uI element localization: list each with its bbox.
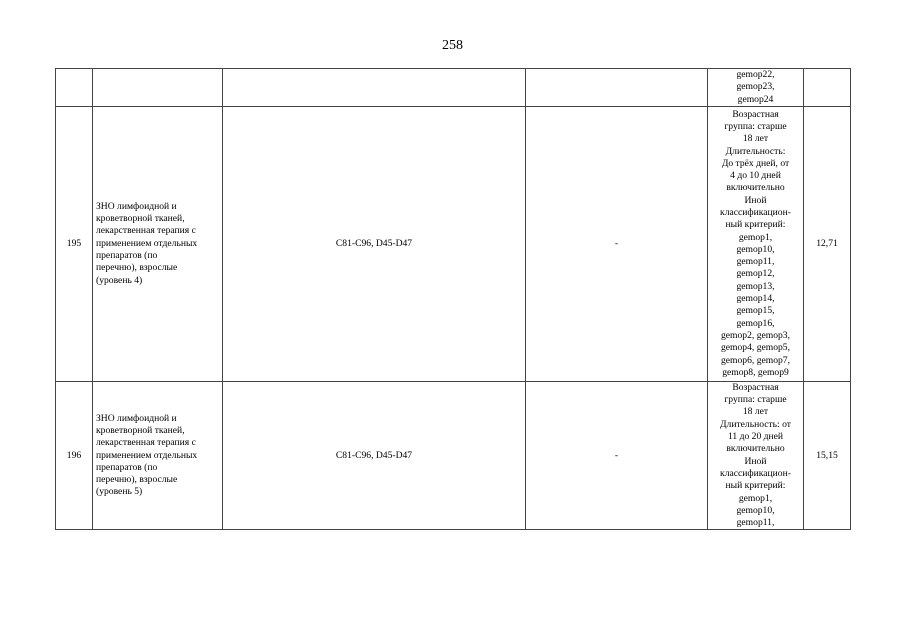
name-line: перечню), взрослые (96, 474, 178, 486)
cell-codes (223, 69, 526, 107)
criteria-line: gemop16, (736, 317, 775, 329)
table-row (56, 106, 851, 381)
criteria-line: gemop24 (737, 93, 774, 105)
cell-name (93, 381, 223, 530)
criteria-line: gemop8, gemop9 (722, 366, 789, 378)
cell-criteria (708, 69, 804, 107)
cell-coefficient: 12,71 (804, 106, 851, 381)
criteria-line: включительно (726, 443, 785, 455)
criteria-line: gemop10, (736, 243, 775, 255)
cell-coefficient: 15,15 (804, 381, 851, 530)
criteria-line: классификацион- (720, 467, 791, 479)
criteria-line: gemop10, (736, 504, 775, 516)
name-line: ЗНО лимфоидной и (96, 200, 177, 212)
criteria-line: классификацион- (720, 207, 791, 218)
criteria-line: gemop1, (738, 492, 773, 504)
cell-codes: C81-C96, D45-D47 (223, 106, 526, 381)
cell-number: 196 (56, 381, 93, 530)
criteria-line: gemop1, (738, 231, 773, 243)
cell-dash: - (526, 381, 708, 530)
criteria-line: Возрастная (732, 108, 779, 120)
criteria-line: 18 лет (742, 133, 769, 145)
criteria-line: gemop14, (736, 293, 775, 305)
criteria-line: группа: старше (724, 394, 787, 406)
name-line: применением отдельных (96, 449, 198, 461)
name-line: лекарственная терапия с (96, 437, 196, 449)
criteria-line: Иной (744, 194, 767, 206)
name-line: перечню), взрослые (96, 262, 178, 274)
criteria-line: Иной (744, 455, 767, 467)
criteria-line: gemop11, (736, 256, 775, 268)
criteria-line: Длительность: (725, 145, 786, 157)
criteria-line: gemop23, (736, 81, 775, 93)
cell-number: 195 (56, 106, 93, 381)
tariff-table (55, 68, 851, 530)
name-line: (уровень 5) (96, 486, 143, 498)
criteria-line: gemop2, gemop3, (720, 329, 790, 341)
table-row-continuation (56, 69, 851, 107)
name-line: кроветворной тканей, (96, 213, 185, 225)
criteria-line: gemop4, gemop5, (720, 342, 790, 354)
criteria-line: ный критерий: (725, 480, 786, 492)
criteria-line: gemop11, (736, 517, 775, 529)
cell-dash: - (526, 106, 708, 381)
name-line: кроветворной тканей, (96, 424, 185, 436)
criteria-line: gemop22, (736, 69, 775, 80)
criteria-line: ный критерий: (725, 219, 786, 231)
cell-name (93, 69, 223, 107)
name-line: препаратов (по (96, 461, 158, 473)
name-line: (уровень 4) (96, 274, 143, 286)
criteria-line: gemop6, gemop7, (720, 354, 790, 366)
criteria-line: группа: старше (724, 120, 787, 132)
page-number: 258 (442, 38, 463, 53)
criteria-line: 4 до 10 дней (730, 170, 781, 182)
cell-criteria (708, 381, 804, 530)
criteria-line: включительно (726, 182, 785, 194)
cell-coefficient (804, 69, 851, 107)
name-line: лекарственная терапия с (96, 225, 196, 237)
cell-dash (526, 69, 708, 107)
cell-codes: C81-C96, D45-D47 (223, 381, 526, 530)
criteria-line: 18 лет (742, 406, 769, 418)
name-line: применением отдельных (96, 237, 198, 249)
criteria-line: gemop13, (736, 280, 775, 292)
cell-criteria (708, 106, 804, 381)
criteria-line: Возрастная (732, 381, 779, 393)
criteria-line: 11 до 20 дней (727, 431, 784, 443)
name-line: препаратов (по (96, 250, 158, 262)
name-line: ЗНО лимфоидной и (96, 412, 177, 424)
cell-name (93, 106, 223, 381)
criteria-line: Длительность: от (719, 418, 791, 430)
criteria-line: gemop15, (736, 305, 775, 317)
table-row (56, 381, 851, 530)
cell-number (56, 69, 93, 107)
criteria-line: До трёх дней, от (721, 157, 790, 169)
criteria-line: gemop12, (736, 268, 775, 280)
